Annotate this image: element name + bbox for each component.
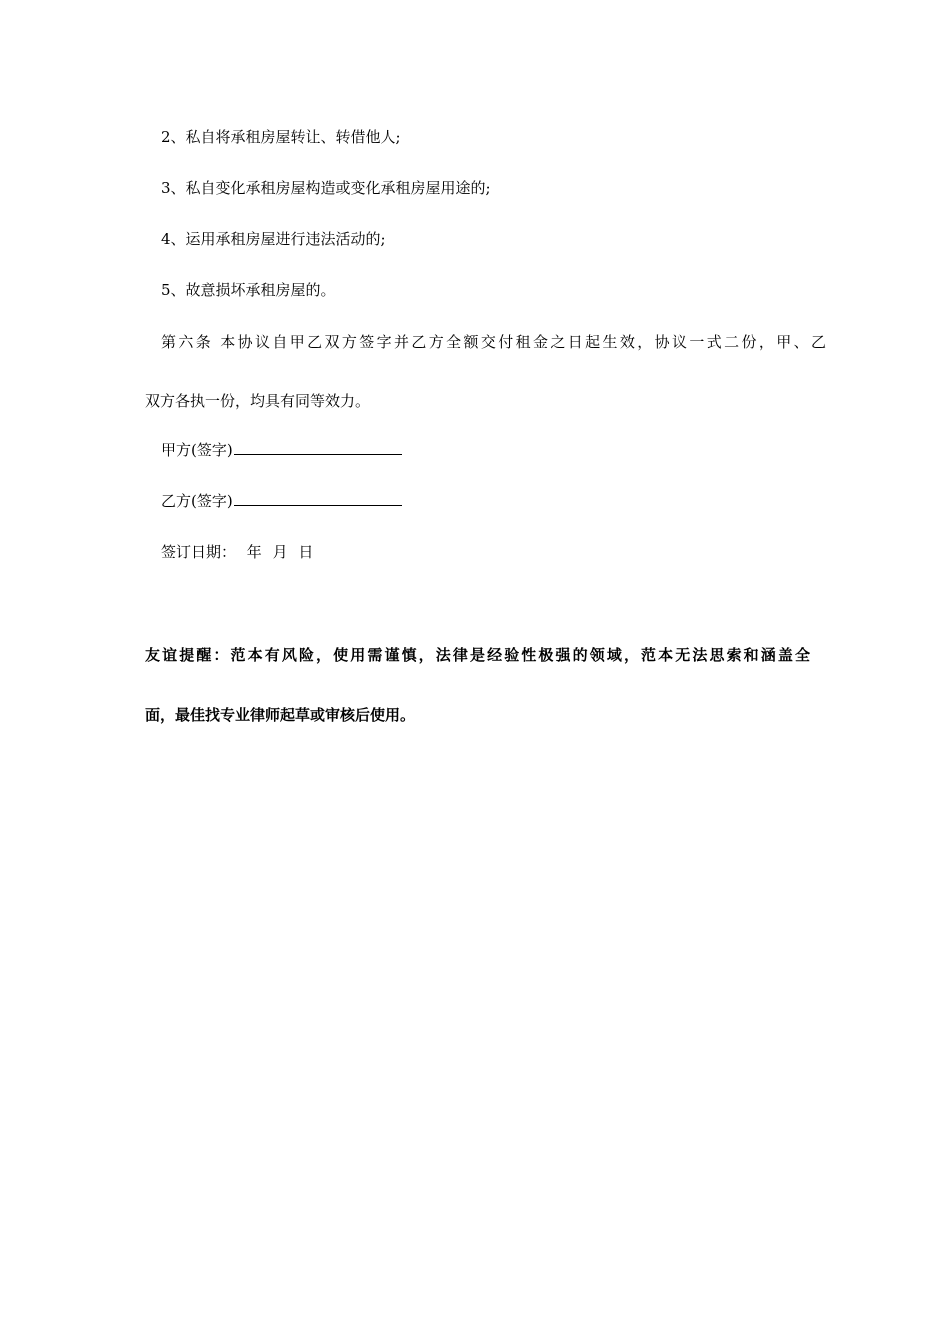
party-b-label: 乙方(签字) [161,492,233,510]
date-month: 月 [272,543,288,561]
reminder-line-2: 面，最佳找专业律师起草或审核后使用。 [145,706,416,724]
party-b-signature [145,489,826,512]
article-6-line-2: 双方各执一份，均具有同等效力。 [145,392,371,410]
date-day: 日 [298,543,314,561]
party-a-label: 甲方(签字) [161,441,233,459]
article-6-line-1: 第六条 本协议自甲乙双方签字并乙方全额交付租金之日起生效，协议一式二份，甲、乙 [161,333,826,351]
reminder-line-1: 友谊提醒：范本有风险，使用需谨慎，法律是经验性极强的领域，范本无法思索和涵盖全 [145,646,810,664]
clause-item-4: 4、运用承租房屋进行违法活动的; [161,230,386,248]
clause-item-5: 5、故意损坏承租房屋的。 [161,281,336,299]
party-a-signature-line [234,438,402,455]
clause-item-2: 2、私自将承租房屋转让、转借他人; [161,128,401,146]
party-b-signature-line [234,489,402,506]
clause-item-3: 3、私自变化承租房屋构造或变化承租房屋用途的; [161,179,491,197]
signing-date-label: 签订日期： [161,543,237,561]
signing-date [145,541,826,563]
date-year: 年 [246,543,262,561]
party-a-signature [145,438,826,461]
